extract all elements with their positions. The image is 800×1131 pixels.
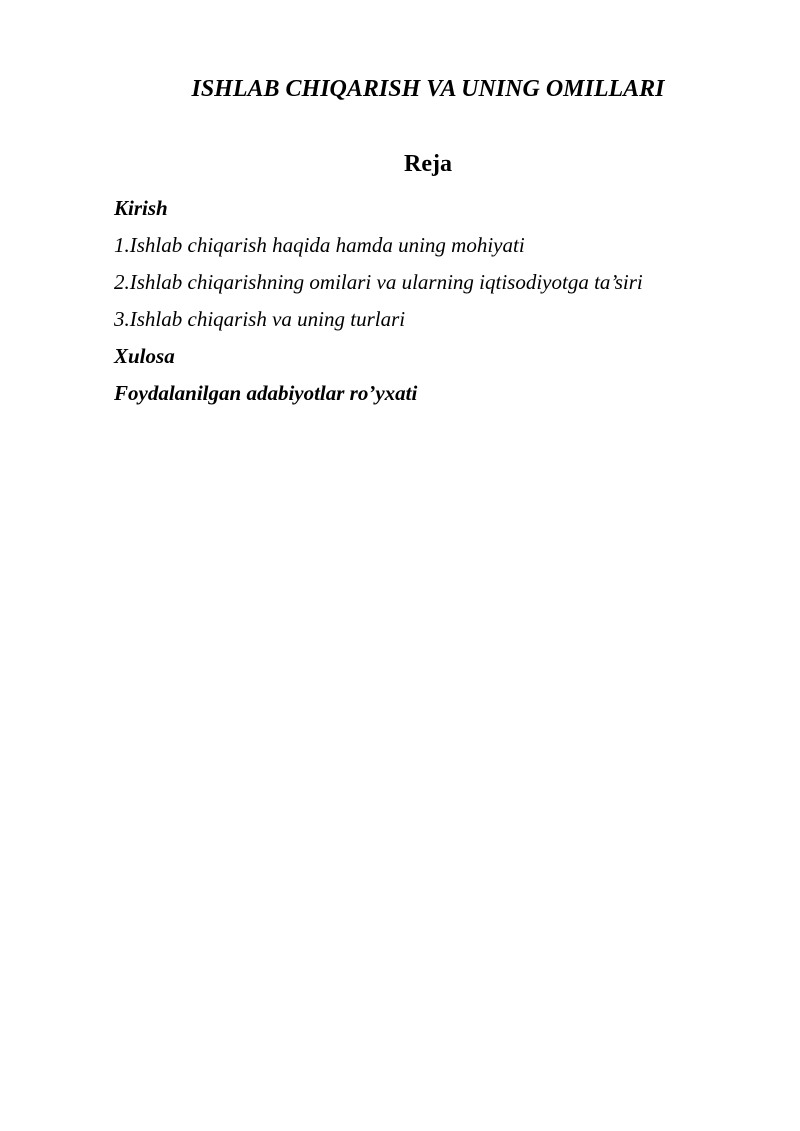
plan-item-introduction: Kirish [114,196,168,220]
plan-item-3: 3.Ishlab chiqarish va uning turlari [114,307,406,331]
plan-heading: Reja [404,151,452,177]
plan-list [114,190,754,412]
plan-item-conclusion: Xulosa [114,344,175,368]
plan-item-references: Foydalanilgan adabiyotlar ro’yxati [114,381,418,405]
plan-item-2: 2.Ishlab chiqarishning omilari va ularning iqtisodiyotga ta’siri [114,270,643,294]
plan-item-1: 1.Ishlab chiqarish haqida hamda uning mohiyati [114,233,525,257]
document-title: ISHLAB CHIQARISH VA UNING OMILLARI [191,76,665,102]
